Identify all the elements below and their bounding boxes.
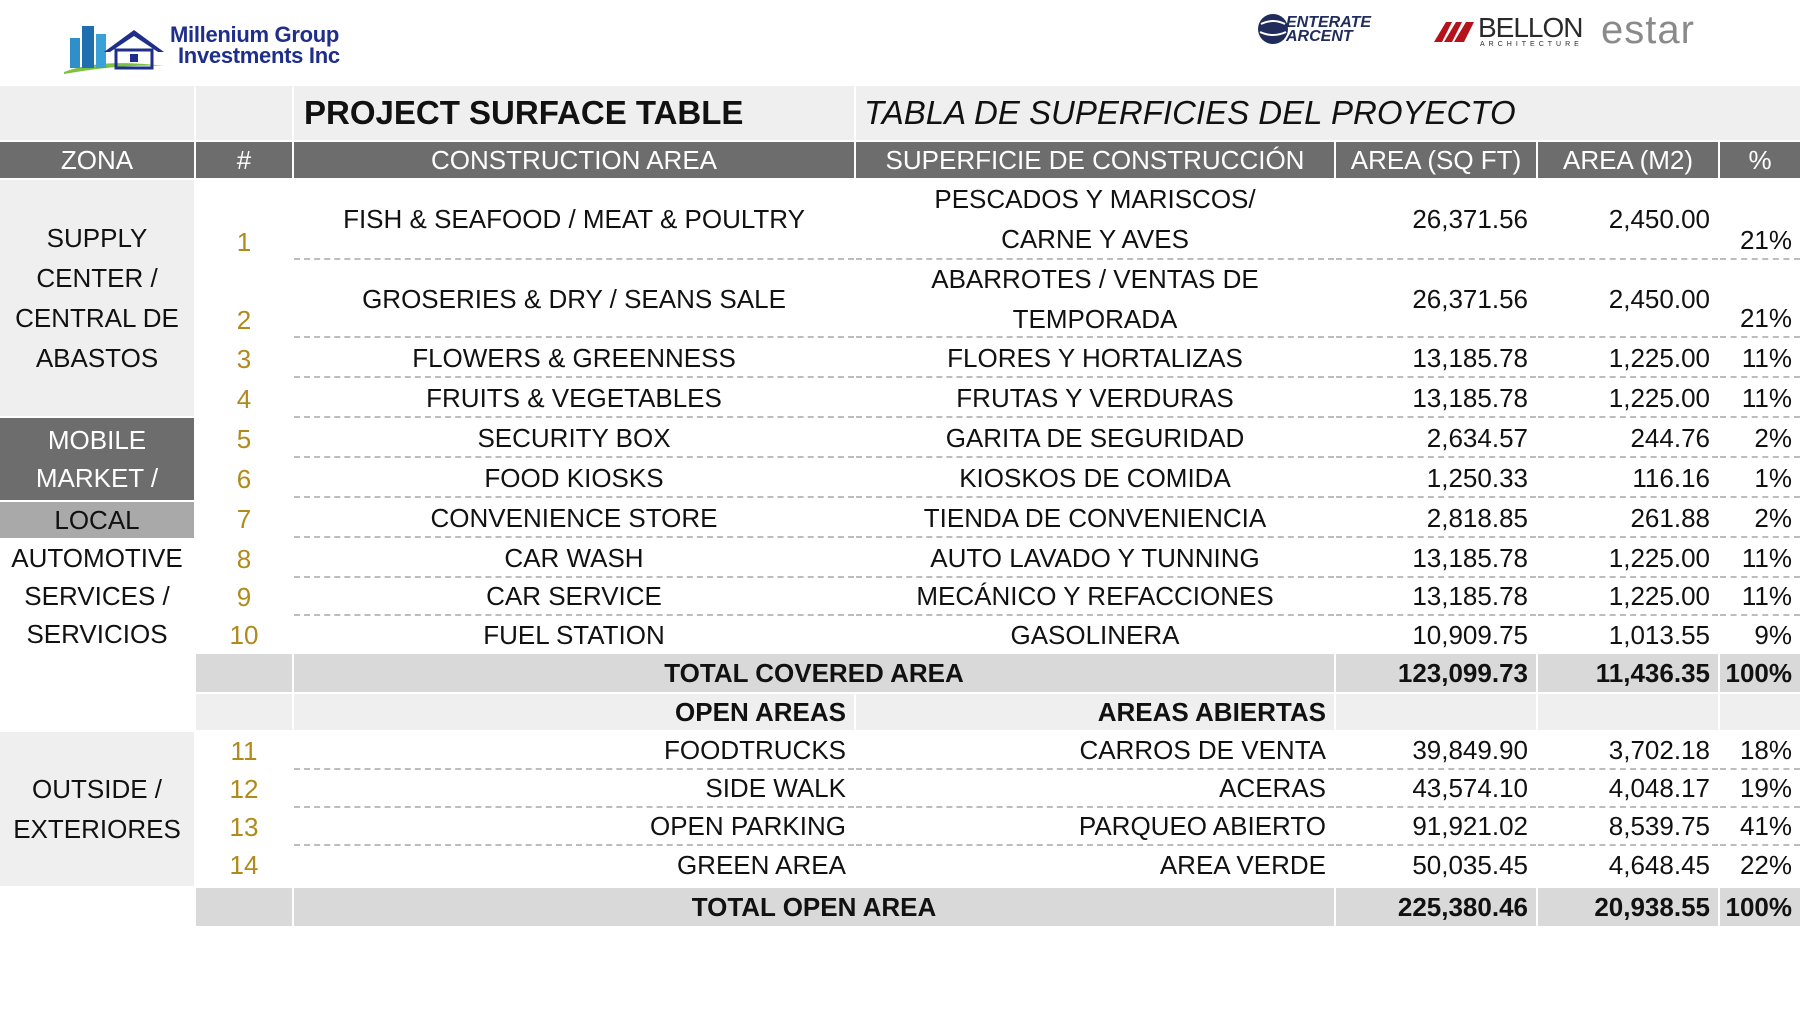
open-header-pct-blank [1720, 694, 1800, 730]
total-open-label: TOTAL OPEN AREA [294, 888, 1334, 926]
open-row-sqft: 39,849.90 [1336, 732, 1536, 770]
estar-logo: estar [1601, 8, 1695, 52]
row-area-sqft: 26,371.56 [1336, 262, 1536, 338]
row-percent: 11% [1720, 540, 1800, 578]
row-construction-en: FRUITS & VEGETABLES [294, 380, 854, 418]
col-header-construction-area: CONSTRUCTION AREA [294, 142, 854, 178]
zone-supply-center: SUPPLY CENTER / CENTRAL DE ABASTOS [0, 180, 194, 416]
open-row-m2: 8,539.75 [1538, 808, 1718, 846]
zone-mobile-line2: MARKET / [35, 463, 159, 493]
open-row-sqft: 91,921.02 [1336, 808, 1536, 846]
open-row-num: 11 [230, 735, 258, 766]
total-covered-percent: 100% [1720, 654, 1800, 692]
total-open-blank [196, 888, 292, 926]
row-percent: 2% [1720, 420, 1800, 458]
row-area-sqft: 10,909.75 [1412, 619, 1528, 650]
open-row-m2: 4,048.17 [1538, 770, 1718, 808]
row-construction-es: PESCADOS Y MARISCOS/ CARNE Y AVES [856, 180, 1334, 260]
row-num: 3 [236, 343, 252, 374]
open-row-percent: 41% [1720, 808, 1800, 846]
row-percent: 21% [1720, 180, 1800, 260]
total-open-m2: 20,938.55 [1538, 888, 1718, 926]
open-row-percent: 19% [1720, 770, 1800, 808]
open-row-en: OPEN PARKING [294, 808, 854, 846]
company-name-line1: Millenium Group [170, 22, 340, 47]
open-row-en: FOODTRUCKS [294, 732, 854, 770]
row-construction-en: FISH & SEAFOOD / MEAT & POULTRY [294, 180, 854, 260]
bellon-text: BELLON [1478, 12, 1583, 43]
row-area-sqft: 26,371.56 [1336, 180, 1536, 260]
zone-local: LOCAL [0, 502, 194, 538]
company-logo [60, 12, 360, 76]
zone-automotive-line2: SERVICES / [24, 581, 170, 611]
open-row-en: SIDE WALK [294, 770, 854, 808]
open-header-blank [196, 694, 292, 730]
bellon-subtext: ARCHITECTURE [1480, 41, 1583, 48]
open-row-sqft: 50,035.45 [1412, 849, 1528, 880]
open-areas-es: AREAS ABIERTAS [856, 694, 1334, 730]
row-percent: 11% [1720, 380, 1800, 418]
row-construction-es: MECÁNICO Y REFACCIONES [856, 578, 1334, 616]
row-area-m2: 1,225.00 [1538, 340, 1718, 378]
row-num: 6 [236, 463, 252, 494]
col-header-area-sqft: AREA (SQ FT) [1336, 142, 1536, 178]
open-row-m2: 3,702.18 [1538, 732, 1718, 770]
total-covered-m2: 11,436.35 [1538, 654, 1718, 692]
col-header-zona: ZONA [0, 142, 194, 178]
zone-mobile-line1: MOBILE [47, 425, 147, 455]
bellon-mark-icon [1434, 18, 1476, 44]
total-open-percent: 100% [1720, 888, 1800, 926]
zone-mobile-market [0, 418, 194, 500]
title-blank-zone [0, 86, 194, 140]
row-area-m2: 116.16 [1538, 460, 1718, 498]
row-num: 10 [229, 619, 259, 650]
open-row-m2: 4,648.45 [1608, 849, 1710, 880]
col-header-percent: % [1720, 142, 1800, 178]
zone-outside: OUTSIDE / EXTERIORES [0, 732, 194, 886]
row-percent: 11% [1720, 340, 1800, 378]
row-construction-es: AUTO LAVADO Y TUNNING [856, 540, 1334, 578]
open-row-percent: 22% [1739, 849, 1792, 880]
col-header-num: # [196, 142, 292, 178]
row-construction-es: GASOLINERA [1010, 619, 1180, 650]
open-row-es: AREA VERDE [1159, 849, 1326, 880]
row-construction-es: ABARROTES / VENTAS DE TEMPORADA [856, 262, 1334, 338]
total-covered-blank [196, 654, 292, 692]
table-title-en: PROJECT SURFACE TABLE [294, 86, 854, 140]
open-row-num: 14 [229, 849, 259, 880]
enterate-logo [1256, 10, 1406, 50]
row-construction-en: GROSERIES & DRY / SEANS SALE [294, 262, 854, 338]
row-area-sqft: 1,250.33 [1336, 460, 1536, 498]
partner-logos [1256, 10, 1776, 50]
row-area-m2: 1,225.00 [1538, 380, 1718, 418]
row-construction-es: FRUTAS Y VERDURAS [856, 380, 1334, 418]
open-header-m2-blank [1538, 694, 1718, 730]
row-percent: 9% [1754, 619, 1792, 650]
row-construction-en: FUEL STATION [483, 619, 665, 650]
row-construction-es: FLORES Y HORTALIZAS [856, 340, 1334, 378]
row-num: 4 [236, 383, 252, 414]
col-header-superficie: SUPERFICIE DE CONSTRUCCIÓN [856, 142, 1334, 178]
row-construction-es: TIENDA DE CONVENIENCIA [856, 500, 1334, 538]
row-percent: 2% [1720, 500, 1800, 538]
row-area-m2: 1,225.00 [1538, 540, 1718, 578]
col-header-area-m2: AREA (M2) [1538, 142, 1718, 178]
row-area-sqft: 13,185.78 [1336, 380, 1536, 418]
row-area-sqft: 13,185.78 [1336, 340, 1536, 378]
row-construction-en: CAR WASH [294, 540, 854, 578]
open-row-es: ACERAS [856, 770, 1334, 808]
row-area-sqft: 2,634.57 [1336, 420, 1536, 458]
row-percent: 11% [1720, 578, 1800, 616]
row-area-m2: 261.88 [1538, 500, 1718, 538]
row-area-m2: 2,450.00 [1538, 180, 1718, 260]
row-area-sqft: 13,185.78 [1336, 540, 1536, 578]
row-construction-en: CAR SERVICE [294, 578, 854, 616]
row-area-sqft: 2,818.85 [1336, 500, 1536, 538]
total-covered-label: TOTAL COVERED AREA [294, 654, 1334, 692]
open-row-percent: 18% [1720, 732, 1800, 770]
company-name-line2: Investments Inc [178, 43, 340, 68]
row-area-m2: 1,225.00 [1538, 578, 1718, 616]
row-num: 2 [236, 305, 252, 335]
row-construction-en: FOOD KIOSKS [294, 460, 854, 498]
row-num: 7 [236, 503, 252, 534]
open-areas-en: OPEN AREAS [294, 694, 854, 730]
row-construction-es: KIOSKOS DE COMIDA [856, 460, 1334, 498]
open-row-sqft: 43,574.10 [1336, 770, 1536, 808]
total-covered-sqft: 123,099.73 [1336, 654, 1536, 692]
enterate-text: ENTERATE ARCENT [1286, 14, 1372, 45]
zone-automotive-services [0, 540, 194, 652]
open-row-es: PARQUEO ABIERTO [856, 808, 1334, 846]
open-row-es: CARROS DE VENTA [856, 732, 1334, 770]
row-construction-es: GARITA DE SEGURIDAD [856, 420, 1334, 458]
row-num: 5 [236, 423, 252, 454]
row-num: 9 [236, 581, 252, 612]
row-num: 1 [236, 227, 252, 257]
row-percent: 21% [1720, 262, 1800, 338]
row-percent: 1% [1720, 460, 1800, 498]
open-row-num: 13 [229, 811, 259, 842]
table-title-es: TABLA DE SUPERFICIES DEL PROYECTO [856, 86, 1800, 140]
zone-automotive-line1: AUTOMOTIVE [11, 543, 183, 573]
row-construction-en: SECURITY BOX [294, 420, 854, 458]
row-area-m2: 1,013.55 [1608, 619, 1710, 650]
globe-icon [1256, 10, 1290, 48]
row-construction-en: FLOWERS & GREENNESS [294, 340, 854, 378]
title-blank-num [196, 86, 292, 140]
row-area-m2: 2,450.00 [1538, 262, 1718, 338]
row-construction-en: CONVENIENCE STORE [294, 500, 854, 538]
buildings-house-icon [60, 12, 170, 76]
total-open-sqft: 225,380.46 [1336, 888, 1536, 926]
open-row-en: GREEN AREA [676, 849, 846, 880]
open-header-sqft-blank [1336, 694, 1536, 730]
row-num: 8 [236, 543, 252, 574]
zone-automotive-line3: SERVICIOS [26, 619, 168, 649]
bellon-logo [1434, 12, 1584, 48]
row-area-m2: 244.76 [1538, 420, 1718, 458]
open-row-num: 12 [229, 773, 259, 804]
row-area-sqft: 13,185.78 [1336, 578, 1536, 616]
